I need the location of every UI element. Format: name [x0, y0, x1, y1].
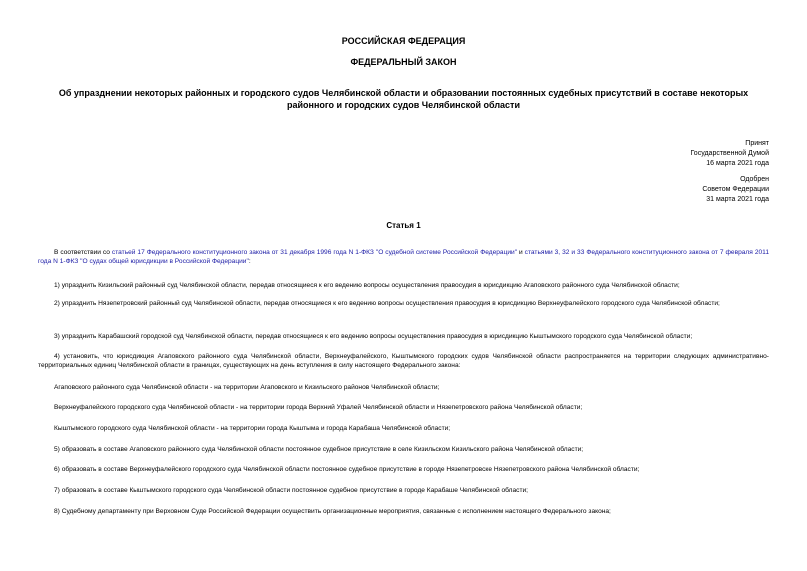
list-item: 8) Судебному департаменту при Верховном Суде Российской Федерации осуществить организационные мероприятия, связанные с исполнением настоящего Федерального закона;: [54, 508, 611, 515]
list-item: 6) образовать в составе Верхнеуфалейского городского суда Челябинской области постоянное судебное присутствие в городе Нязепетровске Нязепетровского района Челябинской области;: [54, 466, 640, 473]
law-type-heading: ФЕДЕРАЛЬНЫЙ ЗАКОН: [350, 57, 457, 67]
list-item: Кыштымского городского суда Челябинской области - на территории города Кыштыма и города Карабаша Челябинской области;: [54, 425, 451, 432]
approved-by: Советом Федерации: [702, 186, 769, 193]
country-heading: РОССИЙСКАЯ ФЕДЕРАЦИЯ: [341, 36, 466, 46]
list-item: 7) образовать в составе Кыштымского городского суда Челябинской области постоянное судебное присутствие в городе Карабаше Челябинской области;: [54, 487, 529, 494]
intro-paragraph: [38, 248, 769, 267]
adopted-by: Государственной Думой: [690, 150, 769, 157]
intro-text-2: и: [517, 249, 525, 256]
adoption-info: [690, 139, 769, 205]
law-link-2[interactable]: статьями 3, 32 и 33 Федерального конституционного закона от 7 февраля 2011 года N 1-ФКЗ "О судах общей юрисдикции в Российской Федерации": [38, 249, 769, 266]
list-item: 1) упразднить Кизильский районный суд Челябинской области, передав относящиеся к его ведению вопросы осуществления правосудия в юрисдикцию Агаповского районного суда Челябинской области;: [54, 282, 680, 289]
list-item: 2) упразднить Нязепетровский районный суд Челябинской области, передав относящиеся к его ведению вопросы осуществления правосудия в юрисдикцию Верхнеуфалейского городского суда Челябинской области;: [54, 300, 720, 307]
list-item: Агаповского районного суда Челябинской области - на территории Агаповского и Кизильского районов Челябинской области;: [54, 384, 440, 391]
list-item: Верхнеуфалейского городского суда Челябинской области - на территории города Верхний Уфалей Челябинской области и Нязепетровского района Челябинской области;: [54, 404, 583, 411]
law-title: Об упразднении некоторых районных и городского судов Челябинской области и образовании постоянных судебных присутствий в составе некоторых районного и городских судов Челябинской области: [58, 88, 749, 110]
intro-text-3: :: [248, 258, 251, 266]
approved-date: 31 марта 2021 года: [706, 196, 769, 203]
intro-text-1: В соответствии со: [54, 249, 112, 256]
list-item: 5) образовать в составе Агаповского районного суда Челябинской области постоянное судебное присутствие в селе Кизильском Кизильского района Челябинской области;: [54, 446, 584, 453]
law-link-1[interactable]: статьей 17 Федерального конституционного закона от 31 декабря 1996 года N 1-ФКЗ "О судебной системе Российской Федерации": [111, 249, 518, 256]
article-title: Статья 1: [386, 221, 421, 230]
adopted-date: 16 марта 2021 года: [706, 160, 769, 167]
list-item: 4) установить, что юрисдикция Агаповского районного суда Челябинской области, Верхнеуфалейского, Кыштымского городских судов Челябинской области распространяется на территории следующих административно-территориальных единиц Челябинской области в границах, существующих на день вступления в силу настоящего Федерального закона:: [38, 353, 769, 370]
adopted-label: Принят: [745, 140, 769, 147]
approved-label: Одобрен: [740, 176, 769, 183]
list-item: 3) упразднить Карабашский городской суд Челябинской области, передав относящиеся к его ведению вопросы осуществления правосудия в юрисдикцию Кыштымского городского суда Челябинской области;: [54, 333, 693, 340]
